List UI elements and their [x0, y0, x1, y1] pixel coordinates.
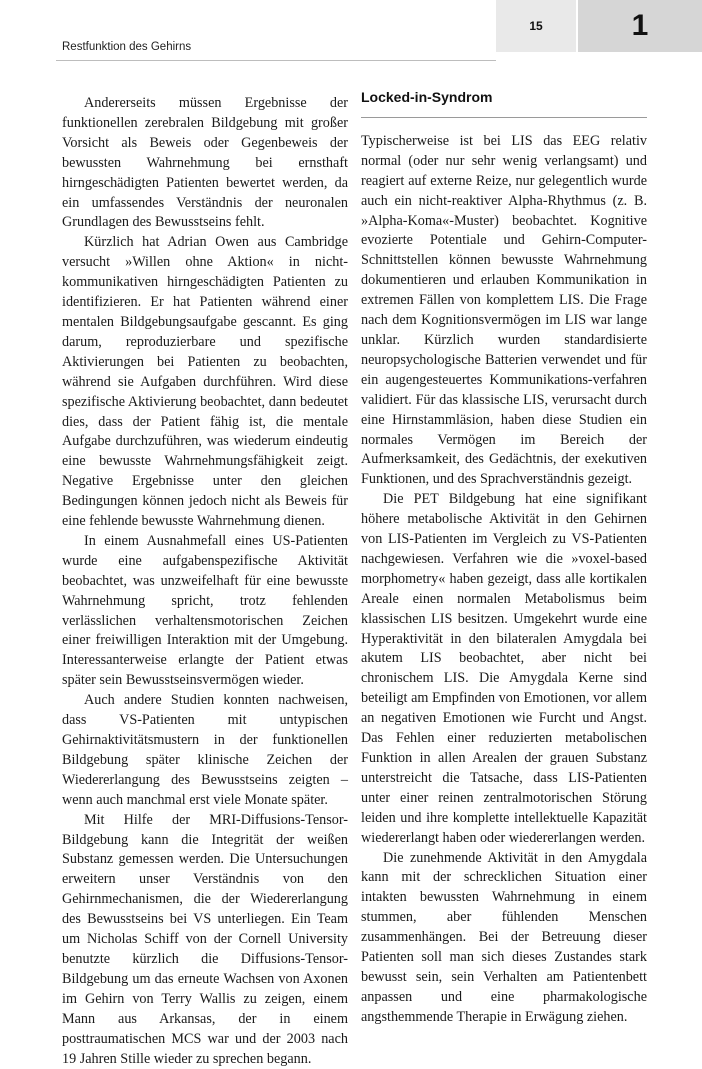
right-column: [361, 88, 647, 1028]
chapter-number: 1: [578, 0, 702, 52]
header-divider: [56, 60, 496, 61]
body-paragraph: Typischerweise ist bei LIS das EEG relativ normal (oder nur sehr wenig verlangsamt) und reagiert auf externe Reize, nur gelegentlich wurde auch ein nicht-reaktiver Alpha-Rhythmus (z. B. »Alpha-Koma«-Muster) beobachtet. Kognitive evozierte Potentiale und Gehirn-Computer-Schnittstellen können bewusste Wahrnehmung dokumentieren und erlauben Kommunikation in extremen Fällen von komplettem LIS. Die Frage nach dem Kognitionsvermögen im LIS war lange unklar. Kürzlich wurden standardisierte neuropsychologische Batterien verwendet und für ein augengesteuertes Kommunikations-verfahren validiert. Für das klassische LIS, verursacht durch eine Hirnstammläsion, haben diese Studien ein normales Vermögen im Bereich der Aufmerksamkeit, des Gedächtnis, der exekutiven Funktionen, und des Sprachverständnis gezeigt.: [361, 132, 647, 488]
left-column: [62, 94, 348, 1069]
body-paragraph: Mit Hilfe der MRI-Diffusions-Tensor-Bildgebung kann die Integrität der weißen Substanz gemessen werden. Die Untersuchungen erweitern unser Verständnis von den Gehirnmechanismen, die der Wiedererlangung des Bewusstseins bei VS unterliegen. Ein Team um Nicholas Schiff von der Cornell University benutzte kürzlich die Diffusions-Tensor-Bildgebung um das erneute Wachsen von Axonen im Gehirn von Terry Wallis zu zeigen, einem Mann aus Arkansas, der in einem posttraumatischen MCS war und der 2003 nach 19 Jahren Stille wieder zu sprechen begann.: [62, 811, 348, 1067]
body-paragraph: Auch andere Studien konnten nachweisen, dass VS-Patienten mit untypischen Gehirnaktivitätsmustern in der funktionellen Bildgebung später klinische Zeichen der Wiedererlangung des Bewusstseins zeigten – wenn auch manchmal erst viele Monate später.: [62, 692, 348, 808]
body-paragraph: In einem Ausnahmefall eines US-Patienten wurde eine aufgabenspezifische Aktivität beobachtet, was unzweifelhaft für eine bewusste Wahrnehmung spricht, trotz fehlenden verlässlichen verhaltensmotorischen Zeichen einer freiwilligen Interaktion mit der Umgebung. Interessanterweise erlangte der Patient etwas später sein Bewusstseinsvermögen wieder.: [62, 532, 348, 689]
section-heading: Locked-in-Syndrom: [361, 88, 647, 118]
body-paragraph: Die zunehmende Aktivität in den Amygdala kann mit der schrecklichen Situation einer intakten bewussten Wahrnehmung in einem stummen, aber fühlenden Menschen zusammenhängen. Bei der Betreuung dieser Patienten soll man sich dieses Zustandes stark bewusst sein, sein Verhalten am Patientenbett anpassen und eine pharmakologische angsthemmende Therapie in Erwägung ziehen.: [361, 849, 647, 1025]
page-number: 15: [496, 0, 576, 52]
body-paragraph: Die PET Bildgebung hat eine signifikant höhere metabolische Aktivität in den Gehirnen von LIS-Patienten im Vergleich zu VS-Patienten nachgewiesen. Verfahren wie die »voxel-based morphometry« haben gezeigt, dass alle kortikalen Areale einen normalen Metabolismus beim klassischen LIS besitzen. Umgekehrt wurde eine Hyperaktivität in den bilateralen Amygdala bei akutem LIS beobachtet, aber nicht bei chronischem LIS. Die Amygdala Kerne sind beteiligt am Empfinden von Emotionen, vor allem an negativen Emotionen wie Furcht und Angst. Das Fehlen einer reduzierten metabolischen Funktion in allen Arealen der grauen Substanz unterstreicht die Tatsache, dass LIS-Patienten unter einer reinen zentralmotorischen Störung leiden und ihre komplette intellektuelle Kapazität wiedererlangt haben oder wiedererlangen werden.: [361, 491, 647, 846]
body-paragraph: Andererseits müssen Ergebnisse der funktionellen zerebralen Bildgebung mit großer Vorsicht als Beweis oder Gegenbeweis der bewussten Wahrnehmung bei ernsthaft hirngeschädigten Patienten bewertet werden, da ein umfassendes Verständnis der neuronalen Grundlagen des Bewusstseins fehlt.: [62, 95, 348, 231]
running-title: Restfunktion des Gehirns: [62, 41, 192, 53]
body-paragraph: Kürzlich hat Adrian Owen aus Cambridge versucht »Willen ohne Aktion« in nicht-kommunikativen hirngeschädigten Patienten zu identifizieren. Er hat Patienten während einer mentalen Bildgebungsaufgabe gescannt. Es ging darum, reproduzierbare und spezifische Aktivierungen bei Patienten zu beobachten, während sie Aufgaben durchführen. Wird diese spezifische Aktivierung beobachtet, dann bedeutet dies, dass der Patient fähig ist, die mentale Aufgabe durchzuführen, was wiederum eindeutig eine bewusste Wahrnehmungsfähigkeit zeigt. Negative Ergebnisse unter den gleichen Bedingungen können jedoch nicht als Beweis für eine fehlende bewusste Wahrnehmung dienen.: [62, 234, 348, 530]
